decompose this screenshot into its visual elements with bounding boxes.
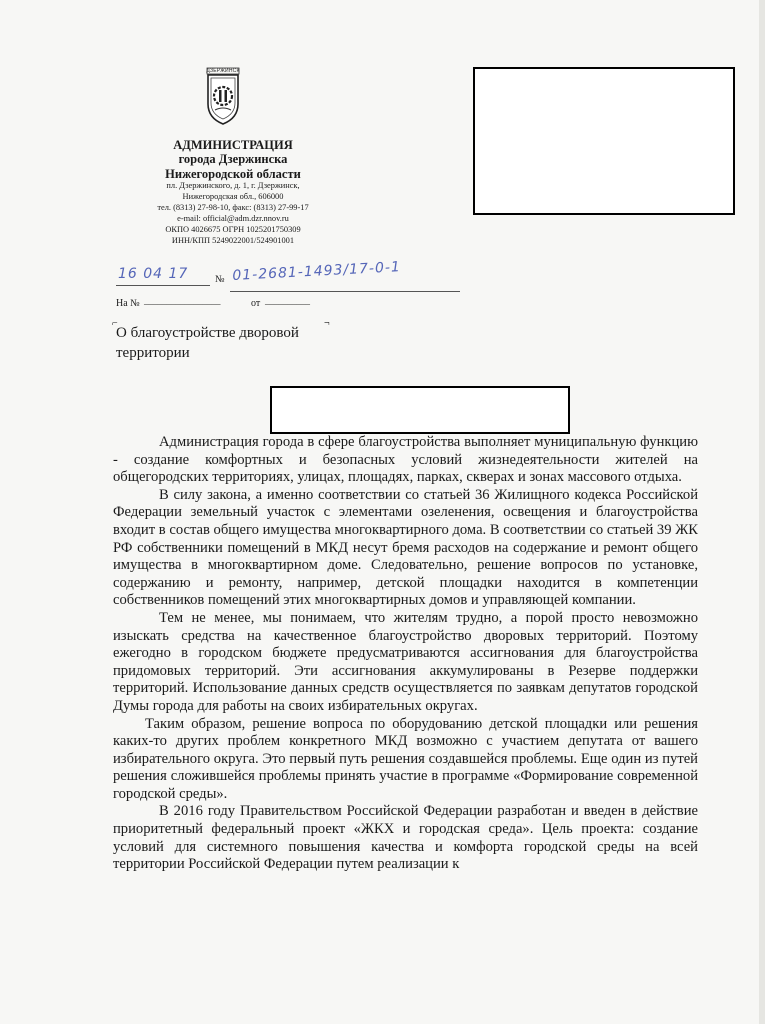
letter-body [113, 434, 698, 874]
letterhead [118, 138, 348, 247]
address-line-1: пл. Дзержинского, д. 1, г. Дзержинск, [166, 181, 300, 191]
org-city: города Дзержинска [178, 152, 288, 167]
from-blank: __________ [265, 296, 310, 306]
reference-label: На № [116, 298, 140, 309]
inn-kpp: ИНН/КПП 5249022001/524901001 [171, 235, 295, 245]
subject-corner-right: ¬ [324, 318, 330, 329]
handwritten-date: 16 04 17 [118, 266, 189, 282]
from-label: от [251, 298, 261, 309]
handwritten-number: 01-2681-1493/17-0-1 [232, 259, 402, 284]
paragraph-4: Таким образом, решение вопроса по оборудованию детской площадки или решения каких-то других проблем конкретного МКД возможно с участием депутата от вашего избирательного округа. Это первый путь решения создавшейся проблемы. Еще один из путей решения сложившейся проблемы принять участие в программе «Формирование современной городской среды». [113, 715, 698, 802]
paragraph-1: Администрация города в сфере благоустройства выполняет муниципальную функцию - создание комфортных и безопасных условий жизнедеятельности жителей на общегородских территориях, улицах, площадях, парках, скверах и зонах массового отдыха. [113, 434, 698, 486]
email: e-mail: official@adm.dzr.nnov.ru [177, 213, 289, 223]
org-region: Нижегородской области [165, 166, 301, 181]
okpo-ogrn: ОКПО 4026675 ОГРН 1025201750309 [165, 224, 301, 234]
reference-blank: _________________ [144, 296, 221, 306]
phone-fax: тел. (8313) 27-98-10, факс: (8313) 27-99-17 [157, 202, 309, 212]
number-underline [230, 291, 460, 292]
page-edge [759, 0, 765, 1024]
subject [116, 323, 299, 363]
subject-corner-left: ⌐ [112, 318, 118, 329]
paragraph-5: В 2016 году Правительством Российской Федерации разработан и введен в действие приоритетный федеральный проект «ЖКХ и городская среда». Цель проекта: создание условий для системного повышения качества и комфорта городской среды на всей территории Российской Федерации путем реализации к [113, 803, 698, 873]
redacted-addressee-box [473, 67, 735, 215]
paragraph-2: В силу закона, а именно соответствии со статьей 36 Жилищного кодекса Российской Федерации земельный участок с элементами озеленения, освещения и благоустройства входит в состав общего имущества многоквартирного дома. В соответствии со статьей 39 ЖК РФ собственники помещений в МКД несут бремя расходов на содержание и ремонт общего имущества в многоквартирном доме. Следовательно, решение вопросов по установке, содержанию и ремонту, например, детской площадки находится в компетенции собственников помещений этих многоквартирных домов и управляющей компании. [113, 486, 698, 609]
subject-line-1: О благоустройстве дворовой [116, 325, 299, 341]
coat-of-arms-icon [203, 66, 243, 128]
paragraph-3: Тем не менее, мы понимаем, что жителям трудно, а порой просто невозможно изыскать средства на качественное благоустройство дворовых территорий. Поэтому ежегодно в городском бюджете предусматриваются ассигнования для благоустройства придомовых территорий. Эти ассигнования аккумулированы в Резерве поддержки территорий. Использование данных средств осуществляется по заявкам депутатов городской Думы города для работы на своих избирательных округах. [113, 609, 698, 714]
address-line-2: Нижегородская обл., 606000 [182, 192, 284, 202]
redacted-salutation-box [270, 386, 570, 434]
org-name: АДМИНИСТРАЦИЯ [173, 138, 293, 152]
date-underline [116, 285, 210, 286]
emblem-caption: ДЗЕРЖИНСК [206, 68, 240, 74]
subject-line-2: территории [116, 345, 190, 361]
number-label: № [215, 274, 225, 285]
